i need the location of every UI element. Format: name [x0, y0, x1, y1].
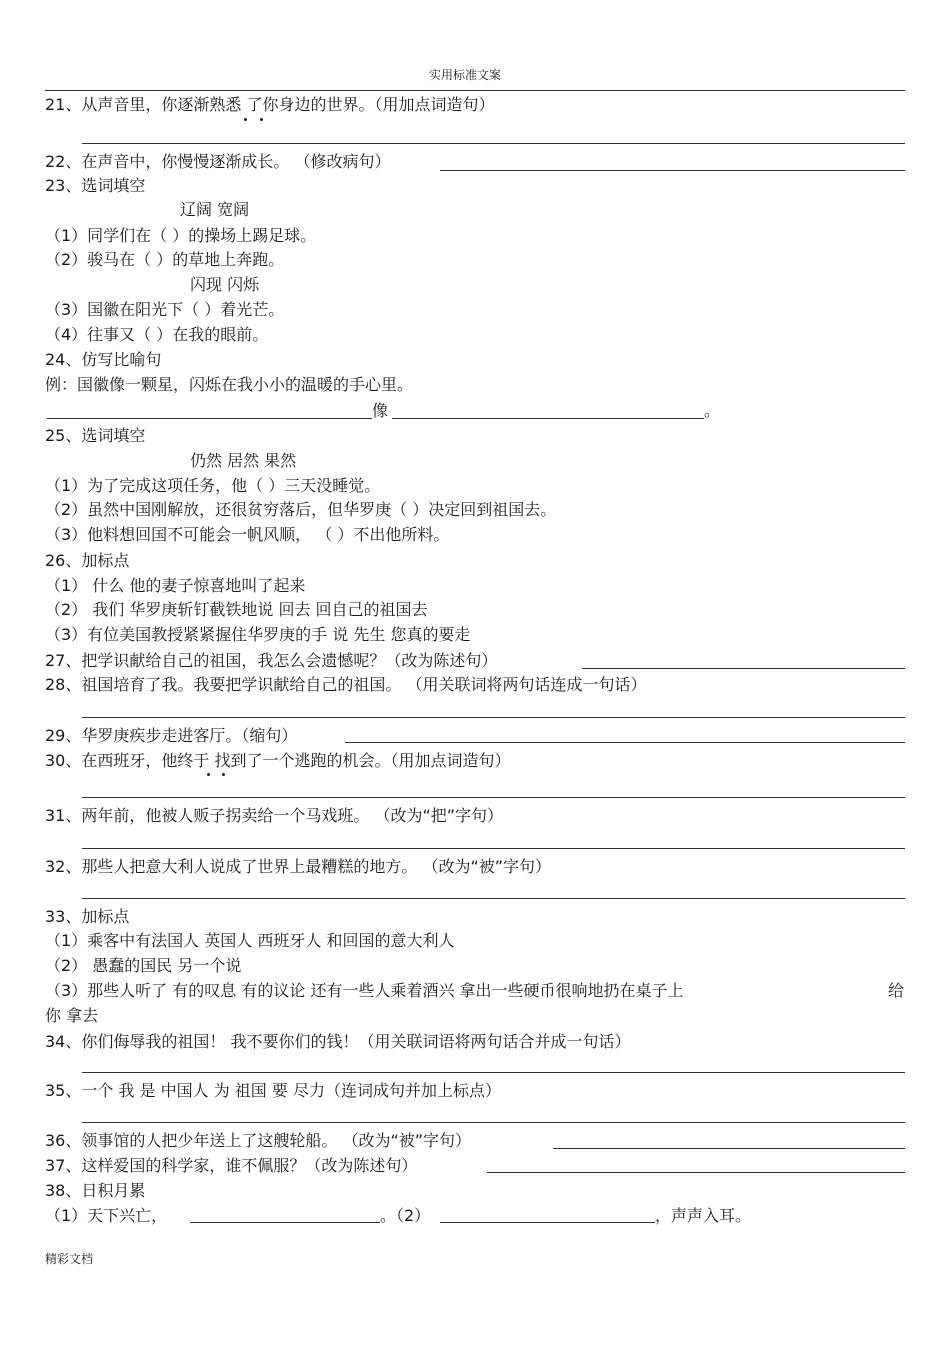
- answer-line: [82, 898, 905, 899]
- emphasis-dot: [260, 118, 263, 121]
- answer-line: [82, 143, 905, 144]
- question-38: 38、日积月累: [45, 1181, 146, 1200]
- answer-line: [82, 1122, 905, 1123]
- question-34: 34、你们侮辱我的祖国！ 我不要你们的钱！（用关联词语将两句话合并成一句话）: [45, 1032, 631, 1051]
- word-choices: 辽阔 宽阔: [180, 200, 250, 219]
- sentence-end: 。: [704, 401, 721, 420]
- answer-line: [82, 717, 905, 718]
- question-36: 36、领事馆的人把少年送上了这艘轮船。 （改为“被”字句）: [45, 1131, 472, 1150]
- answer-line: [440, 1222, 655, 1223]
- answer-line: [553, 1148, 905, 1149]
- question-33-3-tail: 给: [888, 981, 905, 1000]
- question-37: 37、这样爱国的科学家，谁不佩服？（改为陈述句）: [45, 1156, 418, 1175]
- answer-line: [82, 797, 905, 798]
- question-25-1: （1）为了完成这项任务，他（ ）三天没睡觉。: [45, 476, 381, 495]
- page-footer: 精彩文档: [45, 1252, 94, 1266]
- question-38-2-label: 。（2）: [380, 1206, 431, 1225]
- answer-line: [82, 1072, 905, 1073]
- question-24: 24、仿写比喻句: [45, 350, 162, 369]
- word-choices: 闪现 闪烁: [190, 275, 260, 294]
- question-33-3: （3）那些人听了 有的叹息 有的议论 还有一些人乘着酒兴 拿出一些硬币很响地扔在桌子上: [45, 981, 684, 1000]
- answer-line: [47, 418, 372, 419]
- example-sentence: 例：国徽像一颗星，闪烁在我小小的温暖的手心里。: [45, 375, 414, 394]
- page-header: 实用标准文案: [429, 68, 502, 82]
- word-choices: 仍然 居然 果然: [190, 451, 297, 470]
- question-23-1: （1）同学们在（ ）的操场上踢足球。: [45, 226, 317, 245]
- question-31: 31、两年前，他被人贩子拐卖给一个马戏班。 （改为“把”字句）: [45, 806, 504, 825]
- question-30: 30、在西班牙，他终于 找到了一个逃跑的机会。（用加点词造句）: [45, 751, 511, 770]
- question-38-1: （1）天下兴亡，: [45, 1206, 168, 1225]
- question-33-2: （2） 愚蠢的国民 另一个说: [45, 956, 242, 975]
- question-23-3: （3）国徽在阳光下（ ）着光芒。: [45, 300, 285, 319]
- answer-line: [345, 742, 905, 743]
- question-27: 27、把学识献给自己的祖国，我怎么会遗憾呢？（改为陈述句）: [45, 651, 498, 670]
- question-32: 32、那些人把意大利人说成了世界上最糟糕的地方。 （改为“被”字句）: [45, 857, 552, 876]
- question-29: 29、华罗庚疾步走进客厅。（缩句）: [45, 726, 298, 745]
- question-25-2: （2）虽然中国刚解放，还很贫穷落后，但华罗庚（ ）决定回到祖国去。: [45, 500, 557, 519]
- question-23: 23、选词填空: [45, 176, 146, 195]
- question-21: 21、从声音里，你逐渐熟悉 了你身边的世界。（用加点词造句）: [45, 95, 495, 114]
- question-33-1: （1）乘客中有法国人 英国人 西班牙人 和回国的意大利人: [45, 931, 455, 950]
- question-28: 28、祖国培育了我。我要把学识献给自己的祖国。 （用关联词将两句话连成一句话）: [45, 675, 647, 694]
- question-26-1: （1） 什么 他的妻子惊喜地叫了起来: [45, 576, 306, 595]
- header-rule: [45, 90, 905, 91]
- question-35: 35、一个 我 是 中国人 为 祖国 要 尽力（连词成句并加上标点）: [45, 1081, 501, 1100]
- question-26-3: （3）有位美国教授紧紧握住华罗庚的手 说 先生 您真的要走: [45, 625, 471, 644]
- emphasis-dot: [244, 118, 247, 121]
- question-25: 25、选词填空: [45, 426, 146, 445]
- question-33: 33、加标点: [45, 907, 130, 926]
- question-26: 26、加标点: [45, 551, 130, 570]
- question-25-3: （3）他料想回国不可能会一帆风顺， （ ）不出他所料。: [45, 525, 450, 544]
- answer-line: [392, 418, 704, 419]
- emphasis-dot: [222, 773, 225, 776]
- answer-line: [487, 1172, 905, 1173]
- answer-line: [440, 170, 905, 171]
- question-23-4: （4）往事又（ ）在我的眼前。: [45, 325, 269, 344]
- question-22: 22、在声音中，你慢慢逐渐成长。 （修改病句）: [45, 152, 391, 171]
- question-33-3-cont: 你 拿去: [45, 1006, 99, 1025]
- question-38-2-tail: ，声声入耳。: [655, 1206, 752, 1225]
- question-26-2: （2） 我们 华罗庚斩钉截铁地说 回去 回自己的祖国去: [45, 600, 428, 619]
- answer-line: [82, 848, 905, 849]
- answer-line: [582, 668, 905, 669]
- emphasis-dot: [207, 773, 210, 776]
- answer-line: [190, 1222, 380, 1223]
- question-23-2: （2）骏马在（ ）的草地上奔跑。: [45, 250, 285, 269]
- simile-word: 像: [372, 401, 389, 420]
